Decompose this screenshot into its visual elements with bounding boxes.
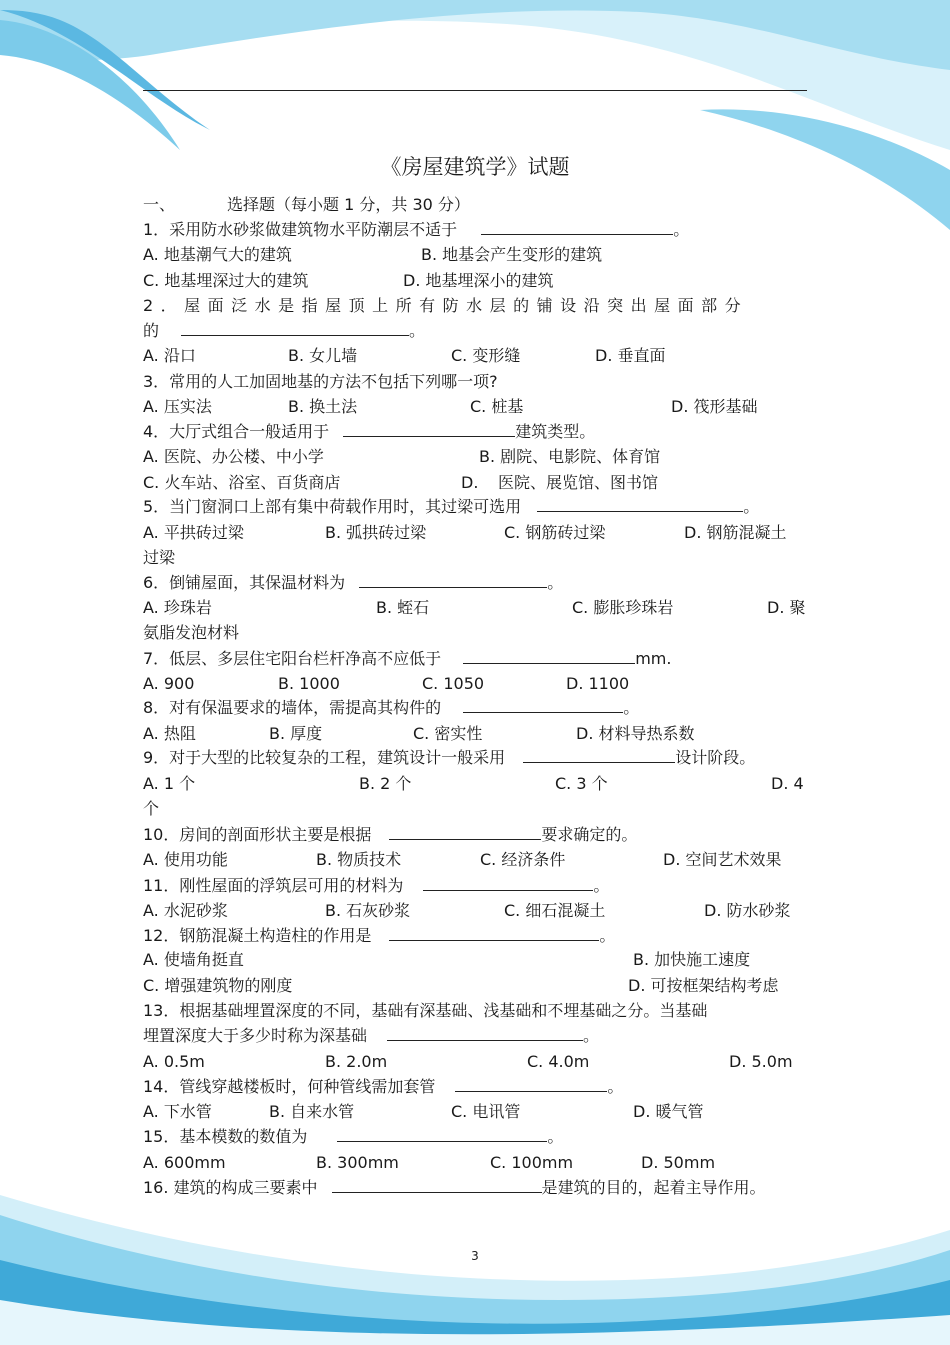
option-d-text: 医院、展览馆、图书馆 — [498, 473, 659, 492]
option-c: C. 钢筋砖过梁 — [504, 523, 606, 542]
header-rule — [143, 90, 807, 91]
option-b: B. 2 个 — [359, 774, 412, 793]
question-7 — [143, 649, 671, 669]
option-c: C. 桩基 — [470, 397, 524, 416]
option-c: C. 1050 — [422, 674, 485, 693]
question-4 — [143, 422, 595, 442]
question-stem: 12．钢筋混凝土构造柱的作用是 — [143, 926, 372, 945]
option-a: A. 600mm — [143, 1153, 226, 1172]
option-b: B. 地基会产生变形的建筑 — [421, 245, 603, 264]
answer-blank — [537, 497, 743, 512]
option-c: C. 经济条件 — [480, 850, 566, 869]
question-13-line2 — [143, 1026, 599, 1046]
answer-blank — [181, 321, 409, 336]
option-d: D. 空间艺术效果 — [663, 850, 782, 869]
option-d: D. 5.0m — [729, 1052, 793, 1071]
question-stem: 6．倒铺屋面，其保温材料为 — [143, 573, 346, 592]
answer-blank — [332, 1178, 542, 1193]
option-d: D. 聚 — [767, 598, 806, 617]
option-a: A. 医院、办公楼、中小学 — [143, 447, 324, 466]
question-13-line1: 13．根据基础埋置深度的不同，基础有深基础、浅基础和不埋基础之分。当基础 — [143, 1001, 708, 1020]
answer-blank — [523, 748, 675, 763]
answer-blank — [359, 573, 547, 588]
option-d: D. 筏形基础 — [671, 397, 758, 416]
option-a: A. 热阻 — [143, 724, 196, 743]
option-a: A. 900 — [143, 674, 195, 693]
answer-blank — [455, 1077, 607, 1092]
option-d-wrap: 氨脂发泡材料 — [143, 623, 240, 642]
question-stem: 14．管线穿越楼板时，何种管线需加套管 — [143, 1077, 436, 1096]
option-b: B. 弧拱砖过梁 — [325, 523, 427, 542]
question-suffix: 。 — [599, 926, 616, 945]
question-suffix: 。 — [593, 876, 610, 895]
option-a: A. 使墙角挺直 — [143, 950, 244, 969]
question-suffix: 建筑类型。 — [515, 422, 596, 441]
question-suffix: 设计阶段。 — [675, 748, 756, 767]
question-stem: 15．基本模数的数值为 — [143, 1127, 308, 1146]
answer-blank — [387, 1026, 583, 1041]
question-stem: 10．房间的剖面形状主要是根据 — [143, 825, 372, 844]
question-11 — [143, 876, 609, 896]
question-suffix: 。 — [607, 1077, 624, 1096]
option-d: D. 防水砂浆 — [704, 901, 791, 920]
option-a: A. 水泥砂浆 — [143, 901, 228, 920]
question-16 — [143, 1178, 766, 1198]
option-b: B. 自来水管 — [269, 1102, 355, 1121]
question-2-line2 — [143, 321, 425, 341]
section-heading — [143, 195, 470, 215]
option-d: D. 50mm — [641, 1153, 716, 1172]
option-a: A. 平拱砖过梁 — [143, 523, 244, 542]
exam-title: 《房屋建筑学》试题 — [380, 155, 570, 179]
question-suffix: 。 — [547, 573, 564, 592]
question-8 — [143, 698, 639, 718]
question-10 — [143, 825, 637, 845]
question-stem: 5．当门窗洞口上部有集中荷载作用时，其过梁可选用 — [143, 497, 522, 516]
question-6 — [143, 573, 563, 593]
option-d: D. 垂直面 — [595, 346, 666, 365]
question-stem: 的 — [143, 321, 160, 340]
option-b: B. 300mm — [316, 1153, 399, 1172]
option-c: C. 膨胀珍珠岩 — [572, 598, 674, 617]
option-a: A. 地基潮气大的建筑 — [143, 245, 292, 264]
option-b: B. 加快施工速度 — [633, 950, 751, 969]
question-1 — [143, 220, 689, 240]
option-a: A. 珍珠岩 — [143, 598, 212, 617]
option-c: C. 增强建筑物的刚度 — [143, 976, 293, 995]
option-d: D. 1100 — [566, 674, 630, 693]
answer-blank — [481, 220, 673, 235]
option-a: A. 0.5m — [143, 1052, 205, 1071]
question-stem: 7．低层、多层住宅阳台栏杆净高不应低于 — [143, 649, 442, 668]
section-number: 一、 — [143, 195, 176, 214]
option-b: B. 换土法 — [288, 397, 358, 416]
option-c: C. 细石混凝土 — [504, 901, 606, 920]
option-a: A. 1 个 — [143, 774, 196, 793]
option-d: D. 可按框架结构考虑 — [628, 976, 779, 995]
option-c: C. 100mm — [490, 1153, 574, 1172]
question-stem: 11．刚性屋面的浮筑层可用的材料为 — [143, 876, 404, 895]
option-d: D. 材料导热系数 — [576, 724, 695, 743]
option-d: D. 暖气管 — [633, 1102, 704, 1121]
option-c: C. 变形缝 — [451, 346, 521, 365]
answer-blank — [343, 422, 515, 437]
option-b: B. 蛭石 — [376, 598, 430, 617]
option-d: D. — [461, 473, 479, 492]
option-b: B. 2.0m — [325, 1052, 388, 1071]
question-suffix: mm. — [635, 649, 672, 668]
question-15 — [143, 1127, 563, 1147]
option-b: B. 厚度 — [269, 724, 323, 743]
answer-blank — [337, 1127, 547, 1142]
question-suffix: 。 — [623, 698, 640, 717]
question-suffix: 。 — [743, 497, 760, 516]
option-c: C. 密实性 — [413, 724, 483, 743]
option-d: D. 4 — [771, 774, 804, 793]
option-a: A. 下水管 — [143, 1102, 212, 1121]
question-9 — [143, 748, 755, 768]
option-d: D. 地基埋深小的建筑 — [403, 271, 554, 290]
option-b: B. 女儿墙 — [288, 346, 358, 365]
option-b: B. 剧院、电影院、体育馆 — [479, 447, 661, 466]
option-d: D. 钢筋混凝土 — [684, 523, 787, 542]
option-c: C. 火车站、浴室、百货商店 — [143, 473, 341, 492]
section-text: 选择题（每小题 1 分，共 30 分） — [227, 195, 470, 214]
question-suffix: 是建筑的目的，起着主导作用。 — [541, 1178, 766, 1197]
option-c: C. 电讯管 — [451, 1102, 521, 1121]
question-14 — [143, 1077, 623, 1097]
question-suffix: 。 — [547, 1127, 564, 1146]
question-suffix: 。 — [583, 1026, 600, 1045]
answer-blank — [389, 825, 541, 840]
question-stem: 8．对有保温要求的墙体，需提高其构件的 — [143, 698, 442, 717]
option-c: C. 4.0m — [527, 1052, 590, 1071]
option-b: B. 物质技术 — [316, 850, 402, 869]
question-stem: 9．对于大型的比较复杂的工程，建筑设计一般采用 — [143, 748, 506, 767]
option-a: A. 使用功能 — [143, 850, 228, 869]
option-c: C. 3 个 — [555, 774, 608, 793]
question-suffix: 要求确定的。 — [541, 825, 638, 844]
answer-blank — [389, 926, 599, 941]
answer-blank — [463, 649, 635, 664]
question-3: 3．常用的人工加固地基的方法不包括下列哪一项? — [143, 372, 498, 391]
option-d-wrap: 过梁 — [143, 548, 176, 567]
option-b: B. 石灰砂浆 — [325, 901, 411, 920]
page-number: 3 — [471, 1249, 479, 1263]
question-stem: 1．采用防水砂浆做建筑物水平防潮层不适于 — [143, 220, 458, 239]
question-suffix: 。 — [673, 220, 690, 239]
question-stem: 16. 建筑的构成三要素中 — [143, 1178, 318, 1197]
option-c: C. 地基埋深过大的建筑 — [143, 271, 309, 290]
answer-blank — [423, 876, 593, 891]
question-stem: 埋置深度大于多少时称为深基础 — [143, 1026, 368, 1045]
question-suffix: 。 — [409, 321, 426, 340]
option-a: A. 压实法 — [143, 397, 212, 416]
question-2-line1: 2．屋面泛水是指屋顶上所有防水层的铺设沿突出屋面部分 — [143, 296, 749, 315]
answer-blank — [463, 698, 623, 713]
option-d-wrap: 个 — [143, 799, 160, 818]
question-stem: 4．大厅式组合一般适用于 — [143, 422, 330, 441]
option-b: B. 1000 — [278, 674, 340, 693]
question-5 — [143, 497, 759, 517]
option-a: A. 沿口 — [143, 346, 196, 365]
question-12 — [143, 926, 615, 946]
